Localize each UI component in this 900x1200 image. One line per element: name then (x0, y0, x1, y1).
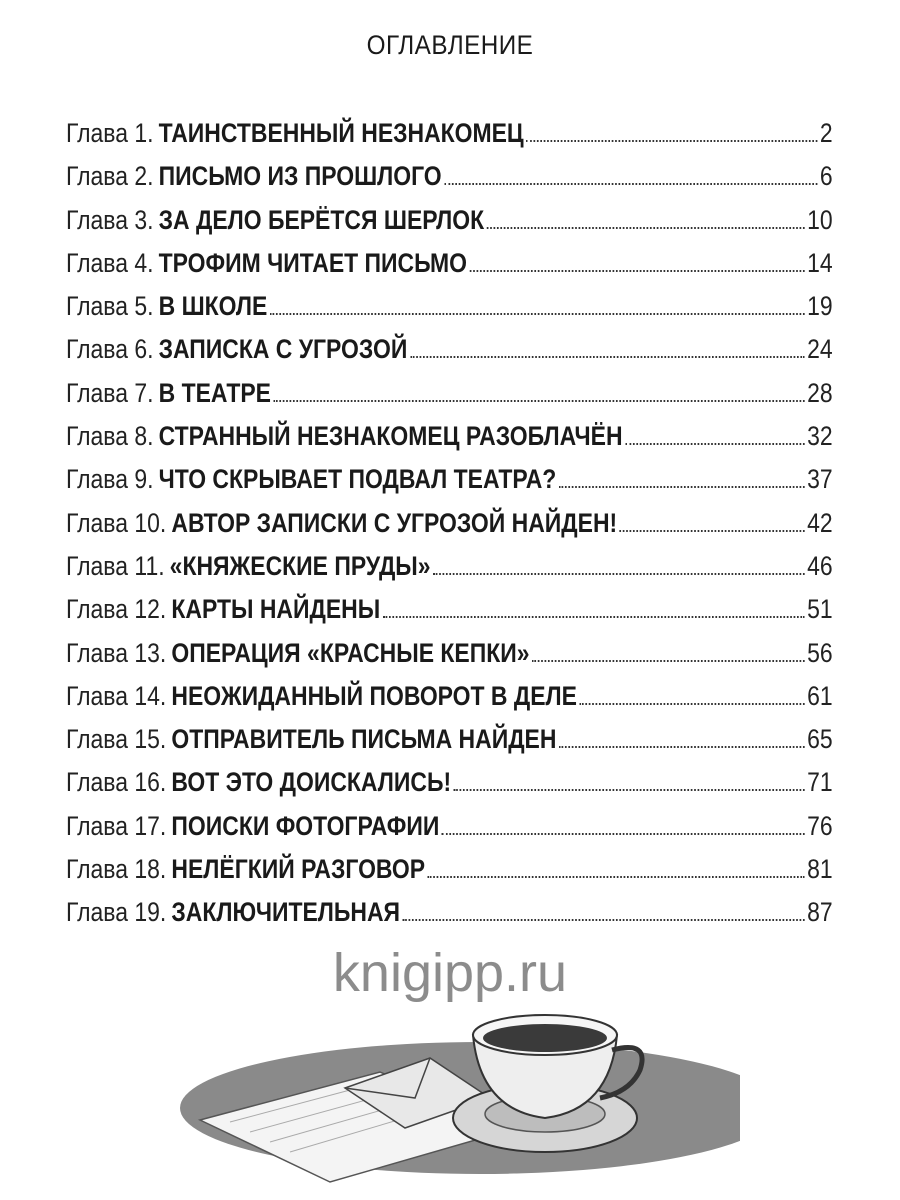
chapter-num: 4. (134, 247, 154, 278)
page-number: 71 (807, 767, 833, 798)
chapter-num: 15. (134, 724, 167, 755)
chapter-title: «КНЯЖЕСКИЕ ПРУДЫ» (169, 550, 431, 581)
chapter-number (66, 588, 166, 631)
chapter-num: 13. (134, 637, 167, 668)
toc-entry[interactable] (66, 805, 833, 848)
toc-entry[interactable] (66, 761, 833, 804)
chapter-title: ПОИСКИ ФОТОГРАФИИ (171, 810, 440, 841)
chapter-title: ЗА ДЕЛО БЕРЁТСЯ ШЕРЛОК (158, 204, 485, 235)
chapter-num: 17. (134, 810, 167, 841)
chapter-num: 3. (134, 204, 154, 235)
chapter-num: 5. (134, 291, 154, 322)
page-number: 42 (807, 507, 833, 538)
chapter-prefix: Глава (66, 204, 128, 235)
dot-leader (580, 703, 805, 705)
dot-leader (270, 313, 805, 315)
chapter-title: ЗАКЛЮЧИТЕЛЬНАЯ (171, 897, 401, 928)
page-number: 51 (807, 594, 833, 625)
chapter-prefix: Глава (66, 724, 128, 755)
chapter-number (66, 458, 154, 501)
dot-leader (403, 919, 805, 921)
chapter-number (66, 891, 166, 934)
chapter-num: 7. (134, 377, 154, 408)
page-number: 81 (807, 854, 833, 885)
chapter-title: ОТПРАВИТЕЛЬ ПИСЬМА НАЙДЕН (171, 724, 557, 755)
dot-leader (383, 616, 805, 618)
chapter-num: 14. (134, 680, 167, 711)
page-number: 65 (807, 724, 833, 755)
toc-entry[interactable] (66, 328, 833, 371)
chapter-prefix: Глава (66, 118, 128, 148)
toc-entry[interactable] (66, 588, 833, 631)
page-number: 6 (819, 161, 833, 192)
chapter-number (66, 242, 154, 285)
chapter-title: СТРАННЫЙ НЕЗНАКОМЕЦ РАЗОБЛАЧЁН (158, 421, 623, 452)
chapter-num: 12. (134, 594, 167, 625)
chapter-number (66, 285, 154, 328)
chapter-prefix: Глава (66, 680, 128, 711)
chapter-num: 18. (134, 854, 167, 885)
chapter-number (66, 155, 154, 198)
chapter-number (66, 502, 166, 545)
chapter-number (66, 632, 166, 675)
chapter-num: 19. (134, 897, 167, 928)
chapter-title: ЧТО СКРЫВАЕТ ПОДВАЛ ТЕАТРА? (158, 464, 557, 495)
dot-leader (625, 443, 805, 445)
toc-entry[interactable] (66, 155, 833, 198)
page-number: 2 (819, 118, 833, 148)
page-number: 10 (807, 204, 833, 235)
chapter-prefix: Глава (66, 810, 128, 841)
chapter-num: 2. (134, 161, 154, 192)
dot-leader (620, 530, 805, 532)
dot-leader (559, 486, 805, 488)
dot-leader (532, 660, 805, 662)
chapter-num: 16. (134, 767, 167, 798)
chapter-prefix: Глава (66, 247, 128, 278)
chapter-num: 8. (134, 421, 154, 452)
page-number: 24 (807, 334, 833, 365)
chapter-number (66, 328, 154, 371)
chapter-number (66, 112, 154, 155)
toc-entry[interactable] (66, 891, 833, 934)
chapter-number (66, 761, 166, 804)
chapter-num: 10. (134, 507, 167, 538)
toc-entry[interactable] (66, 372, 833, 415)
chapter-prefix: Глава (66, 507, 128, 538)
dot-leader (433, 573, 805, 575)
chapter-title: АВТОР ЗАПИСКИ С УГРОЗОЙ НАЙДЕН! (171, 507, 618, 538)
chapter-title: НЕОЖИДАННЫЙ ПОВОРОТ В ДЕЛЕ (171, 680, 577, 711)
chapter-prefix: Глава (66, 897, 128, 928)
chapter-prefix: Глава (66, 291, 128, 322)
dot-leader (487, 227, 805, 229)
chapter-title: ПИСЬМО ИЗ ПРОШЛОГО (158, 161, 442, 192)
page-number: 56 (807, 637, 833, 668)
chapter-title: ТАИНСТВЕННЫЙ НЕЗНАКОМЕЦ (158, 118, 524, 148)
chapter-prefix: Глава (66, 421, 128, 452)
chapter-title: ТРОФИМ ЧИТАЕТ ПИСЬМО (158, 247, 468, 278)
chapter-number (66, 805, 166, 848)
chapter-num: 6. (134, 334, 154, 365)
chapter-number (66, 675, 166, 718)
chapter-number (66, 718, 166, 761)
chapter-prefix: Глава (66, 161, 128, 192)
chapter-num: 11. (134, 550, 165, 581)
chapter-prefix: Глава (66, 594, 128, 625)
dot-leader (559, 746, 805, 748)
page-title: ОГЛАВЛЕНИЕ (366, 30, 534, 60)
table-of-contents (66, 112, 833, 935)
chapter-prefix: Глава (66, 334, 128, 365)
dot-leader (470, 270, 805, 272)
chapter-title: КАРТЫ НАЙДЕНЫ (171, 594, 381, 625)
page-number: 87 (807, 897, 833, 928)
toc-entry[interactable] (66, 675, 833, 718)
chapter-title: ЗАПИСКА С УГРОЗОЙ (158, 334, 408, 365)
toc-entry[interactable] (66, 718, 833, 761)
toc-entry[interactable] (66, 848, 833, 891)
page-number: 37 (807, 464, 833, 495)
page-number: 14 (807, 247, 833, 278)
chapter-prefix: Глава (66, 637, 128, 668)
toc-entry[interactable] (66, 242, 833, 285)
dot-leader (454, 789, 805, 791)
toc-entry[interactable] (66, 632, 833, 675)
chapter-number (66, 415, 154, 458)
watermark: knigipp.ru (332, 943, 568, 1003)
chapter-prefix: Глава (66, 767, 128, 798)
toc-entry[interactable] (66, 502, 833, 545)
chapter-num: 1. (134, 118, 154, 148)
chapter-number (66, 199, 154, 242)
chapter-num: 9. (134, 464, 154, 495)
chapter-prefix: Глава (66, 854, 128, 885)
dot-leader (526, 140, 817, 142)
chapter-prefix: Глава (66, 464, 128, 495)
chapter-prefix: Глава (66, 377, 128, 408)
toc-entry[interactable] (66, 458, 833, 501)
page-number: 28 (807, 377, 833, 408)
dot-leader (444, 183, 817, 185)
page-number: 32 (807, 421, 833, 452)
page-number: 61 (807, 680, 833, 711)
chapter-number (66, 848, 166, 891)
page-number: 19 (807, 291, 833, 322)
chapter-title: ВОТ ЭТО ДОИСКАЛИСЬ! (171, 767, 452, 798)
chapter-title: НЕЛЁГКИЙ РАЗГОВОР (171, 854, 426, 885)
chapter-title: ОПЕРАЦИЯ «КРАСНЫЕ КЕПКИ» (171, 637, 530, 668)
dot-leader (428, 876, 805, 878)
toc-entry[interactable] (66, 545, 833, 588)
chapter-prefix: Глава (66, 550, 128, 581)
page-number: 46 (807, 550, 833, 581)
chapter-title: В ТЕАТРЕ (158, 377, 271, 408)
toc-entry[interactable] (66, 112, 833, 155)
dot-leader (410, 356, 805, 358)
chapter-title: В ШКОЛЕ (158, 291, 268, 322)
toc-entry[interactable] (66, 415, 833, 458)
dot-leader (442, 833, 805, 835)
chapter-number (66, 545, 165, 588)
page-number: 76 (807, 810, 833, 841)
toc-entry[interactable] (66, 285, 833, 328)
teacup-illustration (180, 1010, 740, 1190)
toc-entry[interactable] (66, 199, 833, 242)
dot-leader (274, 400, 805, 402)
chapter-number (66, 372, 154, 415)
